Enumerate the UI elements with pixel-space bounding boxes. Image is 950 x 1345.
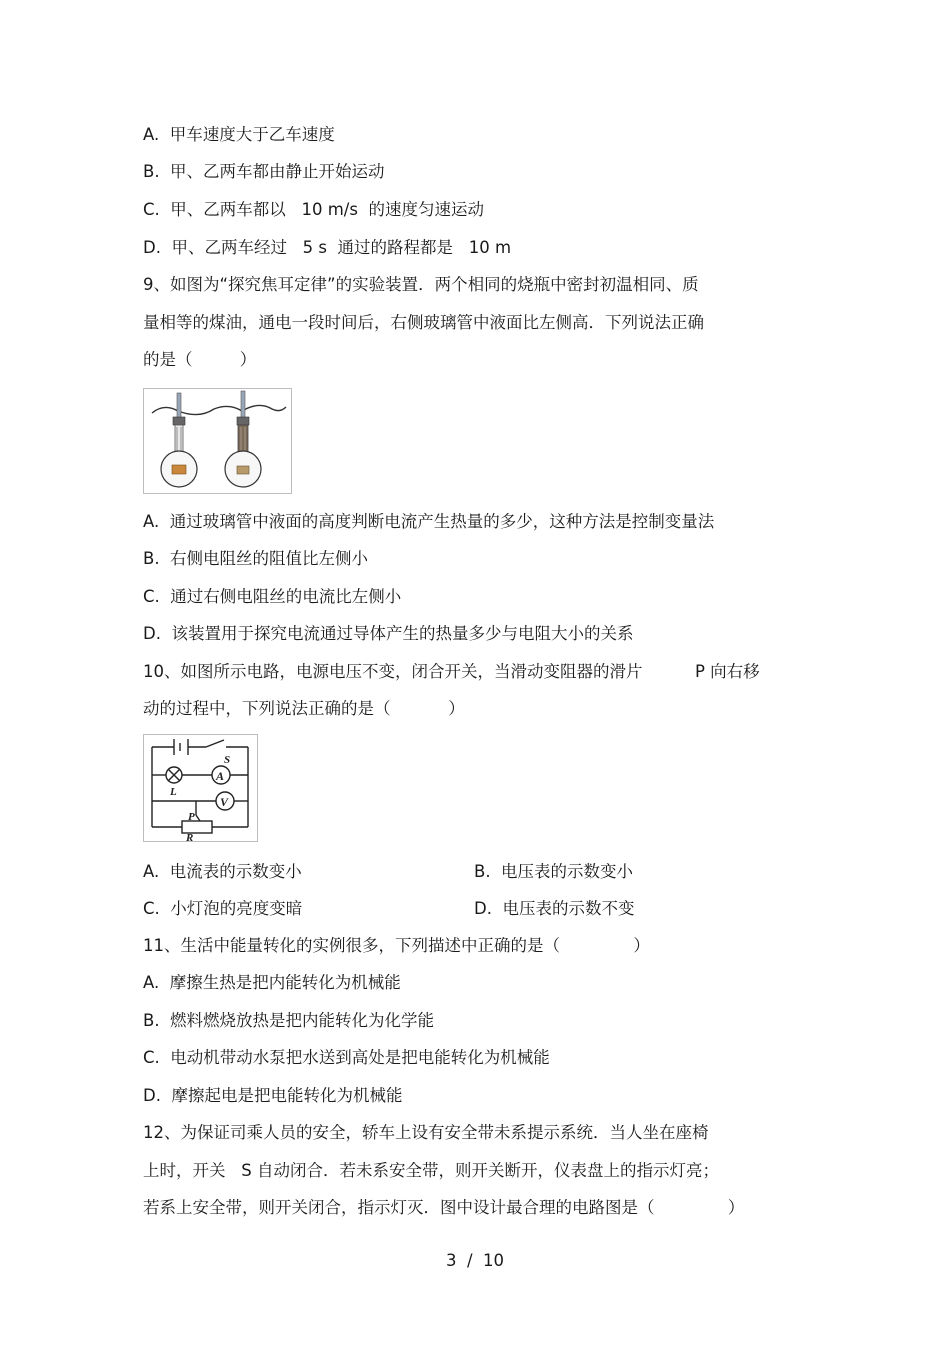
q12-stem-line2: 上时，开关 S 自动闭合．若未系安全带，则开关断开，仪表盘上的指示灯亮； [143, 1161, 719, 1180]
q10-stem-line1: 10、如图所示电路，电源电压不变，闭合开关，当滑动变阻器的滑片 P 向右移 [143, 662, 760, 681]
joule-law-apparatus-figure [143, 388, 292, 494]
q8-option-a: A. 甲车速度大于乙车速度 [143, 125, 335, 144]
ammeter-label: A [216, 769, 225, 783]
q9-option-d: D. 该装置用于探究电流通过导体产生的热量多少与电阻大小的关系 [143, 624, 634, 643]
q10-option-d: D. 电压表的示数不变 [474, 899, 635, 918]
joule-law-apparatus-drawing [144, 389, 291, 493]
q11-option-a: A. 摩擦生热是把内能转化为机械能 [143, 973, 401, 992]
switch-label: S [224, 754, 231, 766]
q9-stem-line3: 的是（ ） [143, 350, 257, 369]
q10-option-c: C. 小灯泡的亮度变暗 [143, 899, 303, 918]
circuit-diagram-figure [143, 734, 258, 842]
circuit-diagram-drawing [144, 735, 257, 841]
q11-option-d: D. 摩擦起电是把电能转化为机械能 [143, 1086, 403, 1105]
q10-option-b: B. 电压表的示数变小 [474, 862, 634, 881]
q9-stem-line2: 量相等的煤油，通电一段时间后，右侧玻璃管中液面比左侧高．下列说法正确 [143, 313, 704, 332]
lamp-label: L [170, 786, 177, 798]
q8-option-d: D. 甲、乙两车经过 5 s 通过的路程都是 10 m [143, 238, 512, 257]
q9-option-a: A. 通过玻璃管中液面的高度判断电流产生热量的多少，这种方法是控制变量法 [143, 512, 715, 531]
q10-stem-line2: 动的过程中，下列说法正确的是（ ） [143, 699, 465, 718]
q9-stem-line1: 9、如图为“探究焦耳定律”的实验装置．两个相同的烧瓶中密封初温相同、质 [143, 275, 699, 294]
q9-option-c: C. 通过右侧电阻丝的电流比左侧小 [143, 587, 402, 606]
page-number: 3 / 10 [445, 1251, 505, 1270]
q8-option-c: C. 甲、乙两车都以 10 m/s 的速度匀速运动 [143, 200, 484, 219]
q12-stem-line3: 若系上安全带，则开关闭合，指示灯灭．图中设计最合理的电路图是（ ） [143, 1198, 745, 1217]
q9-option-b: B. 右侧电阻丝的阻值比左侧小 [143, 549, 369, 568]
slider-label: P [188, 811, 195, 823]
q10-option-a: A. 电流表的示数变小 [143, 862, 302, 881]
rheostat-label: R [186, 832, 194, 841]
q11-option-c: C. 电动机带动水泵把水送到高处是把电能转化为机械能 [143, 1048, 550, 1067]
q11-stem-line1: 11、生活中能量转化的实例很多，下列描述中正确的是（ ） [143, 936, 650, 955]
q11-option-b: B. 燃料燃烧放热是把内能转化为化学能 [143, 1011, 435, 1030]
voltmeter-label: V [220, 795, 229, 809]
q8-option-b: B. 甲、乙两车都由静止开始运动 [143, 162, 385, 181]
q12-stem-line1: 12、为保证司乘人员的安全，轿车上设有安全带未系提示系统．当人坐在座椅 [143, 1123, 709, 1142]
